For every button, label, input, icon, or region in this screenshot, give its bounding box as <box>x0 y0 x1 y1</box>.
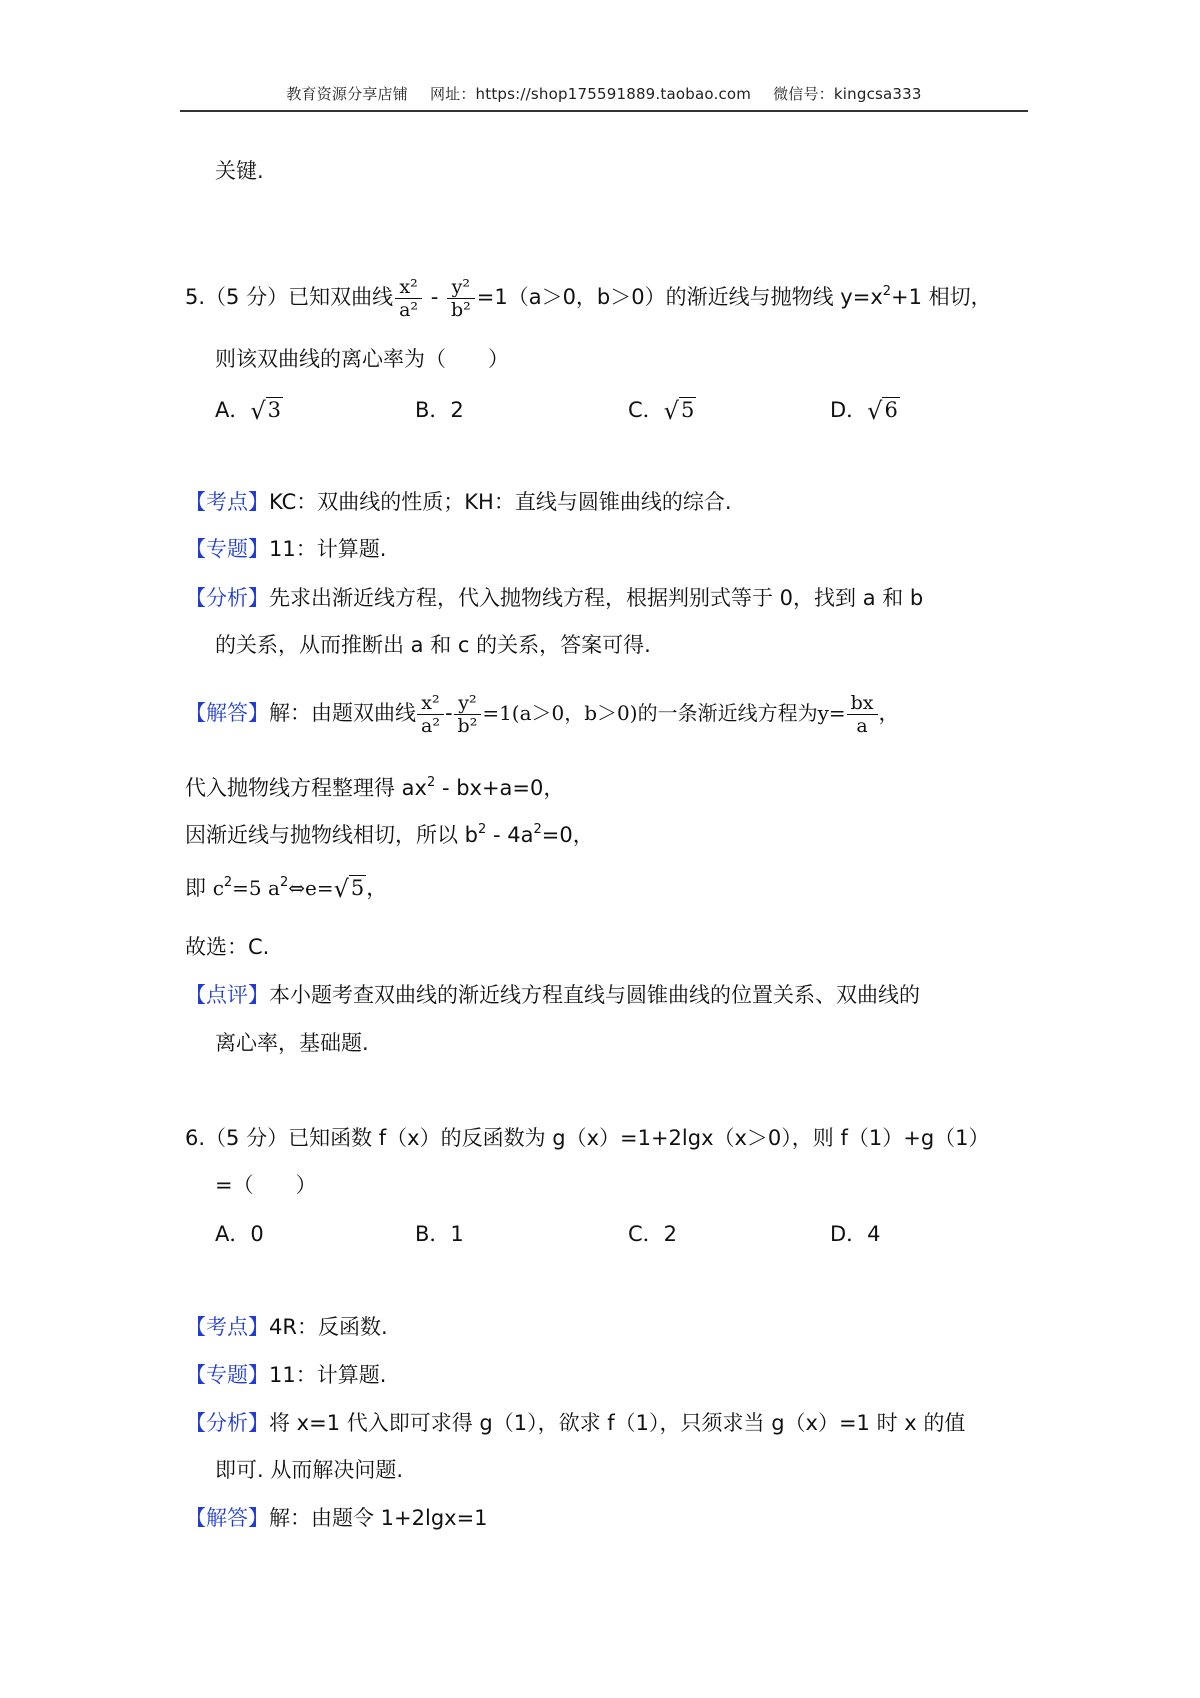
q5-ji-line: 即 $c^2=5$ $a^2\Leftrightarrow e=√5$， <box>185 875 388 903</box>
q6-fenxi-line2: 即可. 从而解决问题. <box>215 1458 404 1482</box>
q5-stem-c: +1 相切， <box>891 285 992 309</box>
q6-stem-line1: 6.（5 分）已知函数 f（x）的反函数为 g（x）=1+2lgx（x＞0），则 f（1）+g（1） <box>185 1126 990 1150</box>
q5-jieda-fraction-bx-a: $\frac{bx}{a}$ <box>847 692 878 737</box>
q5-stem-a: 5.（5 分）已知双曲线 <box>185 285 394 309</box>
q5-fraction-y2-b2: $\frac{\text{y²}}{\text{b²}}$ <box>447 276 475 321</box>
q5-option-c[interactable]: C．√5 <box>628 397 695 425</box>
header-wechat-label: 微信号： <box>773 85 834 103</box>
q5-jieda-fraction-x2-a2: $\frac{\text{x²}}{\text{a²}}$ <box>417 692 444 737</box>
q6-jieda: 【解答】解：由题令 1+2lgx=1 <box>185 1506 488 1530</box>
q5-jieda: 【解答】解：由题双曲线 $\frac{\text{x²}}{\text{a²}}$ - $\frac{\text{y²}}{\text{b²}}$ =1(a＞0，b＞0)的一条渐近线方程为y= $\frac{bx}{a}$ ， <box>185 691 900 737</box>
q5-stem-line2: 则该双曲线的离心率为（ ） <box>215 347 509 371</box>
q5-dianping-line2: 离心率，基础题. <box>215 1031 369 1055</box>
q5-jieda-fraction-y2-b2: $\frac{\text{y²}}{\text{b²}}$ <box>454 692 482 737</box>
q5-fraction-x2-a2: $\frac{\text{x²}}{\text{a²}}$ <box>395 276 422 321</box>
q6-stem-line2: =（ ） <box>215 1173 317 1197</box>
q6-kaodian: 【考点】4R：反函数. <box>185 1315 388 1339</box>
q5-fenxi-line2: 的关系，从而推断出 a 和 c 的关系，答案可得. <box>215 633 651 657</box>
q6-option-a[interactable]: A．0 <box>215 1222 264 1246</box>
header-shop: 教育资源分享店铺 <box>286 85 408 103</box>
sqrt-symbol: √5 <box>333 875 365 903</box>
q5-stem-line1: 5.（5 分）已知双曲线 $\frac{\text{x²}}{\text{a²}}$ - $\frac{\text{y²}}{\text{b²}}$ =1（a＞0，b＞0）的渐近线与抛物线 $y=x^2+1$ 相切， <box>185 275 992 321</box>
header-url-label: 网址： <box>429 85 476 103</box>
q5-option-a[interactable]: A．√3 <box>215 397 282 425</box>
sqrt-symbol: √5 <box>663 397 695 425</box>
q5-zhuanti: 【专题】11：计算题. <box>185 537 387 561</box>
q5-tangent-line: 因渐近线与抛物线相切，所以 $b^2 - 4a^2=0$， <box>185 822 594 847</box>
header-url[interactable]: https://shop175591889.taobao.com <box>475 85 752 103</box>
q6-zhuanti: 【专题】11：计算题. <box>185 1363 387 1387</box>
q6-option-b[interactable]: B．1 <box>415 1222 464 1246</box>
header-wechat: kingcsa333 <box>833 85 922 103</box>
q6-option-d[interactable]: D．4 <box>830 1222 881 1246</box>
sqrt-symbol: √3 <box>250 397 282 425</box>
q5-answer: 故选：C. <box>185 935 270 959</box>
continuation-text: 关键. <box>215 159 264 183</box>
page-header <box>180 83 1028 104</box>
q6-option-c[interactable]: C．2 <box>628 1222 678 1246</box>
q5-fenxi: 【分析】先求出渐近线方程，代入抛物线方程，根据判别式等于 0，找到 a 和 b <box>185 586 924 610</box>
q5-option-d[interactable]: D．√6 <box>830 397 898 425</box>
sqrt-symbol: √6 <box>867 397 898 425</box>
q5-option-b[interactable]: B．2 <box>415 398 464 422</box>
q6-fenxi: 【分析】将 x=1 代入即可求得 g（1），欲求 f（1），只须求当 g（x）=1 时 x 的值 <box>185 1411 966 1435</box>
q5-stem-b: =1（a＞0，b＞0）的渐近线与抛物线 y=x <box>476 285 883 309</box>
q5-kaodian: 【考点】KC：双曲线的性质；KH：直线与圆锥曲线的综合. <box>185 490 732 514</box>
q5-dianping: 【点评】本小题考查双曲线的渐近线方程直线与圆锥曲线的位置关系、双曲线的 <box>185 983 920 1007</box>
q5-substitute-line: 代入抛物线方程整理得 $ax^2 - bx+a=0$， <box>185 775 565 800</box>
header-rule <box>180 110 1028 112</box>
